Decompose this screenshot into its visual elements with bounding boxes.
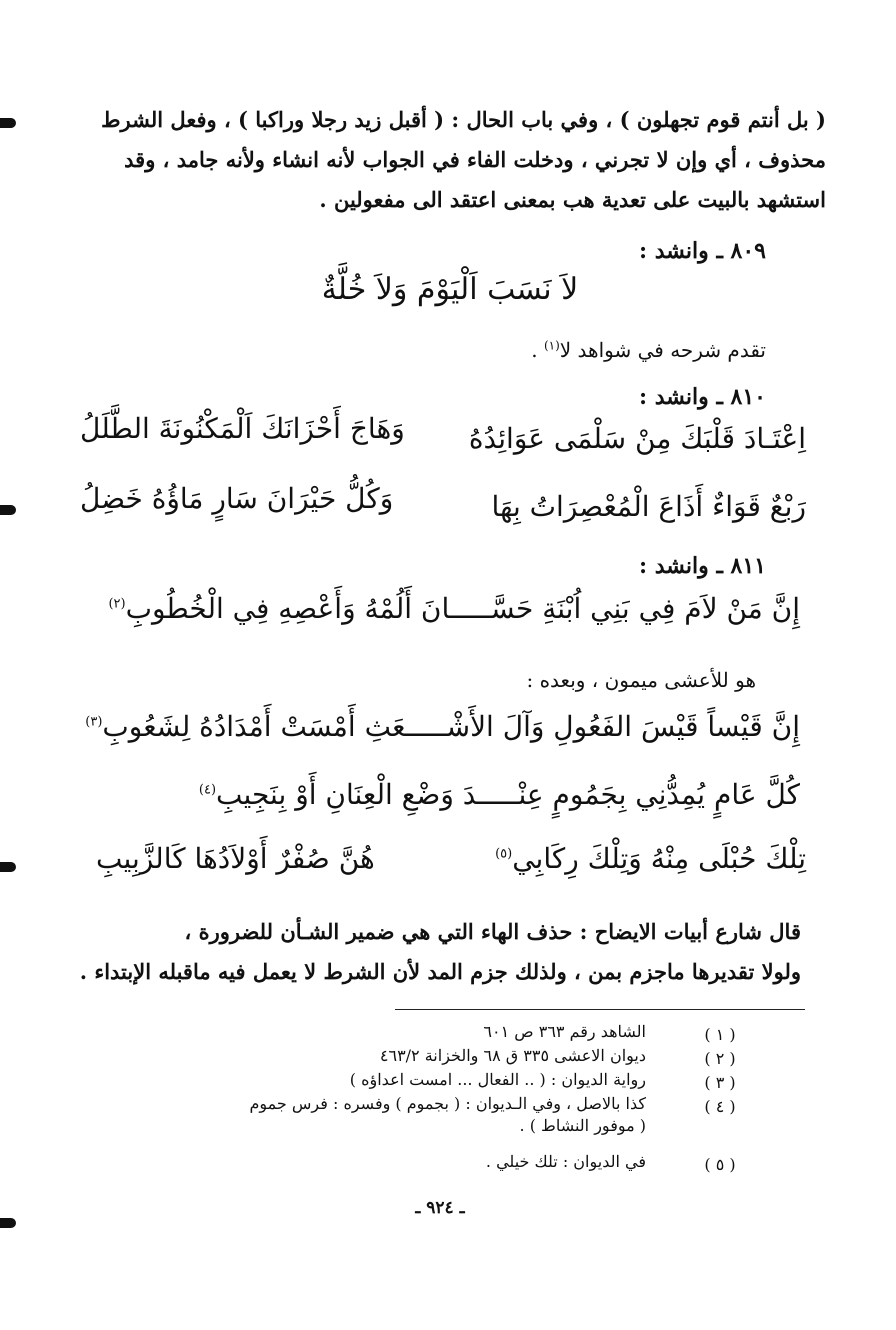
page-number: ـ ٩٢٤ ـ [415, 1198, 465, 1218]
shahid-811-heading: ٨١١ ـ وانشد : [638, 553, 766, 579]
footnote-number: ( ١ ) [704, 1025, 736, 1044]
attribution: هو للأعشى ميمون ، وبعده : [526, 668, 756, 692]
verse-1-first-hemistich: اِعْتَـادَ قَلْبَكَ مِنْ سَلْمَى عَوَائِدُهُ [468, 422, 806, 455]
footnote-ref: (٣) [85, 714, 103, 730]
footnote-number: ( ٥ ) [704, 1155, 736, 1174]
following-verse-2 [80, 778, 800, 811]
footnote-ref: (٥) [495, 846, 513, 862]
shahid-811-verse [80, 592, 800, 625]
verse-text: تِلْكَ حُبْلَى مِنْهُ وَتِلْكَ رِكَابِي [512, 842, 806, 875]
footnote-text: ديوان الاعشى ٣٣٥ ق ٦٨ والخزانة ٤٦٣/٢ [379, 1046, 646, 1065]
footnote-number: ( ٢ ) [704, 1049, 736, 1068]
commentary-line: ولولا تقديرها ماجزم بمن ، ولذلك جزم المد لأن الشرط لا يعمل فيه ماقبله الإبتداء . [79, 959, 801, 984]
verse-2-first-hemistich: رَبْعٌ قَوَاءٌ أَذَاعَ الْمُعْصِرَاتُ بِهَا [491, 490, 806, 523]
commentary-paragraph [71, 912, 801, 992]
footnote-separator [395, 1009, 805, 1010]
footnote-ref: (١) [543, 338, 560, 353]
commentary-line: قال شارع أبيات الايضاح : حذف الهاء التي هي ضمير الشـأن للضرورة ، [184, 919, 801, 944]
footnote-text: كذا بالاصل ، وفي الـديوان : ( بجموم ) وفسره : فرس جموم [249, 1094, 646, 1113]
binding-mark [0, 1218, 16, 1228]
footnote-ref: (٢) [108, 596, 126, 612]
following-verse-3-first-hemistich [495, 842, 806, 875]
footnote-number: ( ٤ ) [704, 1097, 736, 1116]
verse-text: إِنَّ مَنْ لاَمَ فِي بَنِي اُبْنَةِ حَسَّـــــانَ أَلُمْهُ وَأَعْصِهِ فِي الْخُطُوبِ [125, 592, 800, 625]
verse-1-second-hemistich: وَهَاجَ أَحْزَانَكَ اَلْمَكْنُونَةَ الطَّلَلُ [80, 412, 405, 445]
footnote-number: ( ٣ ) [704, 1073, 736, 1092]
binding-mark [0, 118, 16, 128]
footnote-continuation: ( موفور النشاط ) . [519, 1116, 646, 1135]
footnote-text: رواية الديوان : ( .. الفعال ... امست اعداؤه ) [349, 1070, 646, 1089]
note-end: . [531, 338, 544, 362]
intro-line: استشهد بالبيت على تعدية هب بمعنى اعتقد الى مفعولين . [319, 187, 826, 212]
shahid-810-heading: ٨١٠ ـ وانشد : [638, 384, 766, 410]
verse-text: كُلَّ عَامٍ يُمِدُّنِي بِجَمُومٍ عِنْـــــدَ وَضْعِ الْعِنَانِ أَوْ بِنَجِيبِ [216, 778, 800, 811]
shahid-809-note [531, 338, 766, 362]
footnote-text: في الديوان : تلك خيلي . [485, 1152, 646, 1171]
binding-mark [0, 505, 16, 515]
intro-line: ( بل أنتم قوم تجهلون ) ، وفي باب الحال : ( أقبل زيد رجلا وراكبا ) ، وفعل الشرط [101, 107, 826, 132]
binding-mark [0, 862, 16, 872]
footnote-text: الشاهد رقم ٣٦٣ ص ٦٠١ [483, 1022, 646, 1041]
following-verse-3-second-hemistich: هُنَّ صُفْرٌ أَوْلاَدُهَا كَالزَّبِيبِ [96, 842, 375, 875]
verse-2-second-hemistich: وَكُلُّ حَيْرَانَ سَارٍ مَاؤُهُ خَضِلُ [80, 482, 394, 515]
intro-paragraph [66, 100, 826, 220]
following-verse-1 [80, 710, 800, 743]
footnote-ref: (٤) [198, 782, 217, 798]
note-text: تقدم شرحه في شواهد لا [559, 338, 766, 362]
shahid-809-verse: لاَ نَسَبَ اَلْيَوْمَ وَلاَ خُلَّةٌ [321, 272, 579, 307]
intro-line: محذوف ، أي وإن لا تجرني ، ودخلت الفاء في الجواب لأنه انشاء ولأنه جامد ، وقد [124, 147, 826, 172]
shahid-809-heading: ٨٠٩ ـ وانشد : [638, 238, 766, 264]
verse-text: إِنَّ قَيْساً قَيْسَ الفَعُولِ وَآلَ الأَشْـــــعَثِ أَمْسَتْ أَمْدَادُهُ لِشَعُوبِ [102, 710, 800, 743]
